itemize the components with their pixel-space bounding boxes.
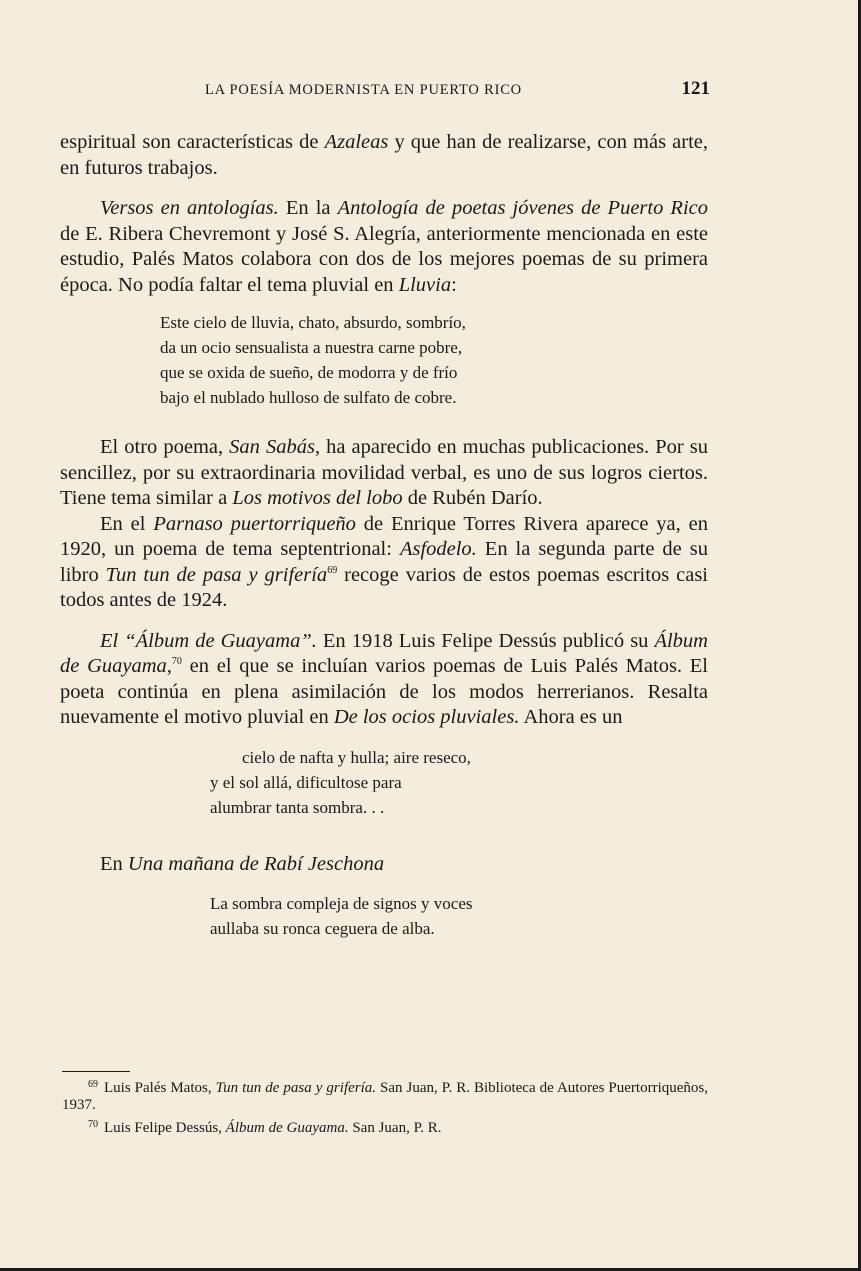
footnotes (62, 1076, 708, 1137)
text-run: de Rubén Darío. (402, 487, 543, 509)
paragraph-1 (60, 130, 708, 181)
footnote-ref-70: 70 (171, 656, 182, 667)
italic-title: Álbum de Guayama. (225, 1120, 349, 1136)
footnote-69 (62, 1076, 708, 1114)
verse-line: La sombra compleja de signos y voces (210, 894, 473, 913)
verse-line: da un ocio sensualista a nuestra carne pobre, (160, 338, 463, 357)
text-run: En la (278, 197, 338, 219)
italic-title-parnaso: Parnaso puertorriqueño (153, 512, 356, 535)
italic-title-antologia: Antología de poetas jóvenes de Puerto Rico (337, 197, 708, 219)
text-run: San Juan, P. R. (348, 1120, 442, 1136)
paragraph-5 (60, 629, 708, 731)
text-run: de E. Ribera Chevremont y José S. Alegría, anteriormente mencionada en este estudio, Palés Matos colabora con dos de los mejores poemas de su primera época. No podía faltar el tema pluvial en (60, 222, 708, 296)
italic-title: Tun tun de pasa y grifería. (215, 1080, 377, 1096)
paragraph-3 (60, 435, 708, 512)
footnote-ref-69: 69 (327, 564, 338, 576)
text-run: recoge varios de estos poemas escritos casi todos antes de 1924. (60, 563, 708, 611)
text-run: ha aparecido en muchas publicaciones. Por su sencillez, por su extraordinaria movilidad verbal, es uno de sus logros ciertos. Tiene tema similar a (60, 436, 708, 509)
verse-line: alumbrar tanta sombra. . . (210, 797, 385, 817)
italic-title-rabi-jeschona: Una mañana de Rabí Jeschona (127, 852, 385, 875)
verse-line: y el sol allá, dificultose para (210, 772, 402, 792)
page-number: 121 (681, 78, 710, 99)
italic-title-lluvia: Lluvia (398, 273, 452, 296)
italic-title-azaleas: Azaleas (324, 131, 389, 153)
text-run: de Enrique Torres Rivera aparece ya, en 1920, un poema de tema septentrional: (60, 512, 708, 560)
verse-line: aullaba su ronca ceguera de alba. (210, 919, 435, 938)
verse-line: bajo el nublado hulloso de sulfato de cobre. (160, 388, 457, 407)
paragraph-2 (60, 196, 708, 298)
text-run: Luis Felipe Dessús, (104, 1120, 226, 1136)
verse-line: que se oxida de sueño, de modorra y de frío (160, 363, 458, 382)
italic-title-tun-tun: Tun tun de pasa y grifería (105, 563, 328, 586)
verse-ocios (60, 745, 708, 820)
verse-jeschona (60, 891, 708, 941)
text-run: En (100, 852, 128, 875)
text-run: Luis Palés Matos, (104, 1080, 216, 1096)
section-heading-versos: Versos en antologías. (100, 197, 279, 219)
footnote-divider (62, 1071, 130, 1072)
footnote-number: 69 (88, 1079, 98, 1090)
footnote-number: 70 (88, 1119, 98, 1130)
verse-line: Este cielo de lluvia, chato, absurdo, sombrío, (160, 313, 466, 332)
italic-title-motivos-lobo: Los motivos del lobo (232, 487, 403, 509)
text-run: en el que se incluían varios poemas de Luis Palés Matos. El poeta continúa en plena asimilación de los modos herrerianos. Resalta nuevamente el motivo pluvial en (60, 655, 708, 728)
verse-line: cielo de nafta y hulla; aire reseco, (242, 747, 471, 767)
italic-title-san-sabas: San Sabás, (229, 436, 321, 458)
italic-title-asfodelo: Asfodelo. (399, 538, 477, 560)
paragraph-6 (60, 852, 708, 878)
text-run: Ahora es un (519, 706, 623, 728)
text-run: En la segunda parte de su libro (60, 538, 708, 586)
running-title: LA POESÍA MODERNISTA EN PUERTO RICO (205, 82, 522, 98)
text-run: espiritual son características de (60, 131, 325, 153)
text-run: y que han de realizarse, con más arte, en futuros trabajos. (60, 131, 709, 179)
text-run: El otro poema, (100, 436, 230, 458)
verse-lluvia (60, 310, 708, 410)
footnote-70 (62, 1116, 708, 1137)
text-run: : (451, 273, 457, 296)
body-text (60, 130, 708, 941)
paragraph-4 (60, 512, 708, 614)
text-run: En 1918 Luis Felipe Dessús publicó su (316, 629, 655, 652)
italic-title-ocios: De los ocios pluviales. (333, 706, 520, 728)
text-run: En el (100, 512, 154, 535)
italic-title-album: Álbum de Guayama, (60, 629, 708, 677)
page-header (60, 80, 710, 102)
text-run: San Juan, P. R. Biblioteca de Autores Puertorriqueños, 1937. (62, 1080, 709, 1113)
section-heading-album: El “Álbum de Guayama”. (100, 629, 317, 652)
